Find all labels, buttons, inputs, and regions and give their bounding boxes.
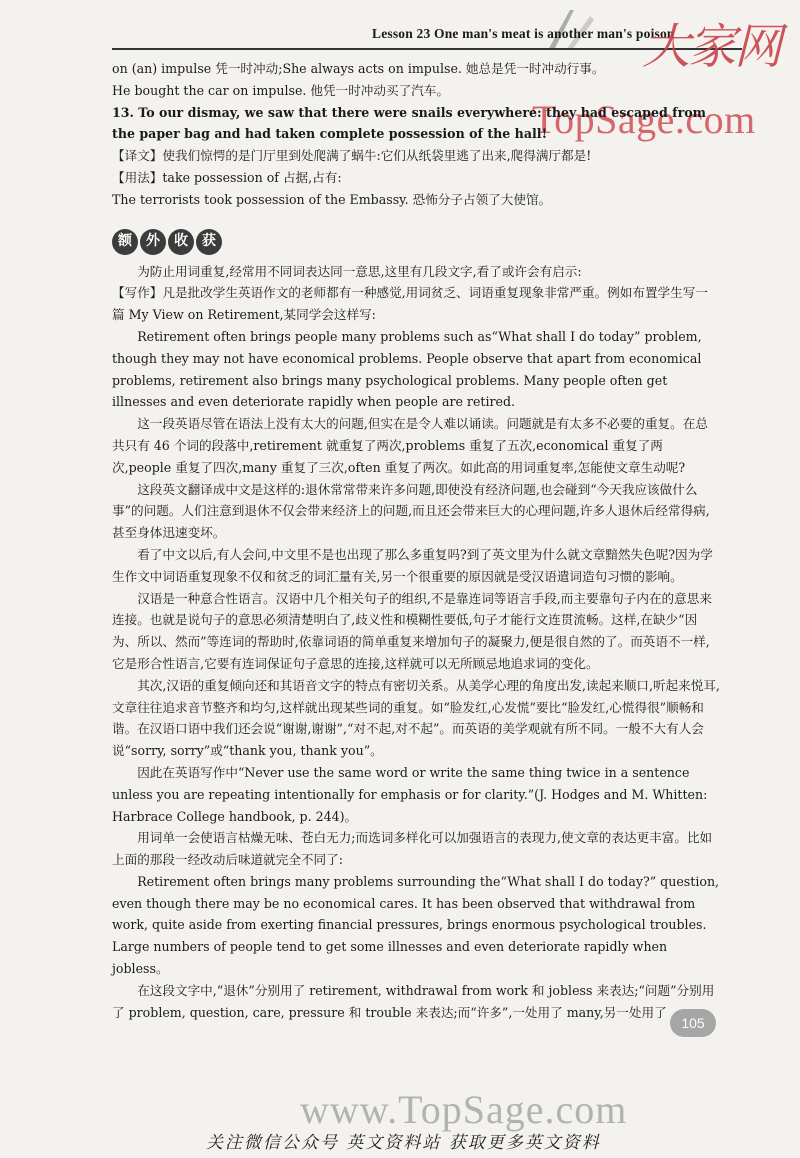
body-paragraph: 用词单一会使语言枯燥无味、苍白无力;而选词多样化可以加强语言的表现力,使文章的表达更丰富。比如上面的那段一经改动后味道就完全不同了:	[112, 830, 713, 868]
paragraph: 【译文】使我们惊愕的是门厅里到处爬满了蜗牛:它们从纸袋里逃了出来,爬得满厅都是!	[112, 148, 592, 164]
body-paragraph: 为防止用词重复,经常用不同词表达同一意思,这里有几段文字,看了或许会有启示:	[137, 263, 582, 279]
body-paragraph: 其次,汉语的重复倾向还和其语音文字的特点有密切关系。从美学心理的角度出发,读起来顺口,听起来悦耳,文章往往追求音节整齐和均匀,这样就出现某些词的重复。如“脸发红,心发慌”要比“脸发红,心慌得很”顺畅和谐。在汉语口语中我们还会说“谢谢,谢谢”,“对不起,对不起”。而英语的美学观就有所不同。一般不大有人会说“sorry, sorry”或“thank you, thank you”。	[112, 677, 720, 759]
badge-char: 收	[168, 229, 194, 255]
page-number: 105	[670, 1009, 716, 1037]
page-content	[112, 58, 720, 1023]
badge-char: 额	[112, 229, 138, 255]
body-paragraph: Retirement often brings people many problems such as“What shall I do today” problem, though they may not have economical problems. People observe that apart from economical problems, retirement also brings many psychological problems. Many people often get illnesses and even deteriorate rapidly when people are retired.	[112, 328, 702, 410]
paragraph: The terrorists took possession of the Embassy. 恐怖分子占领了大使馆。	[112, 191, 552, 207]
body-paragraph: 因此在英语写作中“Never use the same word or write the same thing twice in a sentence unless you are repeating intentionally for emphasis or for clarity.”(J. Hodges and M. Whitten: Harbrace College handbook, p. 244)。	[112, 764, 708, 824]
body-paragraph: 在这段文字中,“退休”分别用了 retirement, withdrawal from work 和 jobless 来表达;“问题”分别用了 problem, question, care, pressure 和 trouble 来表达;而“许多”,一处用了 many,另一处用了	[112, 982, 715, 1020]
body-paragraph: 汉语是一种意合性语言。汉语中几个相关句子的组织,不是靠连词等语言手段,而主要靠句子内在的意思来连接。也就是说句子的意思必须清楚明白了,歧义性和模糊性要低,句子才能行文连贯流畅。这样,在缺少“因为、所以、然而”等连词的帮助时,依靠词语的简单重复来增加句子的凝聚力,便是很自然的了。而英语不一样,它是形合性语言,它要有连词保证句子意思的连接,这样就可以无所顾忌地追求词的变化。	[112, 590, 712, 671]
paragraph: on (an) impulse 凭一时冲动;She always acts on impulse. 她总是凭一时冲动行事。	[112, 61, 605, 76]
logo-chinese: 大家网	[641, 19, 780, 75]
paragraph: He bought the car on impulse. 他凭一时冲动买了汽车。	[112, 82, 449, 98]
body-paragraph: Retirement often brings many problems surrounding the“What shall I do today?” question, even though there may be no economical cares. It has been observed that withdrawal from work, quite aside from exerting financial pressures, brings enormous psychological troubles. Large numbers of people tend to get some illnesses and even deteriorate rapidly when jobless。	[112, 873, 720, 977]
footer-text: 关注微信公众号 英文资料站 获取更多英文资料	[206, 1133, 601, 1153]
badge-char: 获	[196, 229, 222, 255]
lesson-title: Lesson 23 One man's meat is another man's poison	[372, 26, 675, 41]
body-paragraph: 这段英文翻译成中文是这样的:退休常常带来许多问题,即使没有经济问题,也会碰到“今天我应该做什么事”的问题。人们注意到退休不仅会带来经济上的问题,而且还会带来巨大的心理问题,许多人退休后经常得病,甚至身体迅速变坏。	[112, 481, 710, 541]
body-paragraph: 【写作】凡是批改学生英语作文的老师都有一种感觉,用词贫乏、词语重复现象非常严重。例如布置学生写一篇 My View on Retirement,某同学会这样写:	[112, 285, 708, 323]
footer-url: www.TopSage.com	[300, 1087, 628, 1132]
paragraph: 【用法】take possession of 占据,占有:	[112, 169, 342, 185]
body-paragraph: 看了中文以后,有人会问,中文里不是也出现了那么多重复吗?到了英文里为什么就文章黯然失色呢?因为学生作文中词语重复现象不仅和贫乏的词汇量有关,另一个很重要的原因就是受汉语遣词造句习惯的影响。	[112, 546, 713, 584]
logo-english: TopSage.com	[532, 97, 756, 142]
body-paragraph: 这一段英语尽管在语法上没有太大的问题,但实在是令人难以诵读。问题就是有太多不必要的重复。在总共只有 46 个词的段落中,retirement 就重复了两次,problems 重复了五次,economical 重复了两次,people 重复了四次,many 重复了三次,often 重复了两次。如此高的用词重复率,怎能使文章生动呢?	[112, 416, 708, 475]
paragraph-bold: 13. To our dismay, we saw that there were snails everywhere: they had escaped from the paper bag and had taken complete possession of the hall!	[112, 104, 706, 142]
section-badge	[112, 229, 720, 255]
badge-char: 外	[140, 229, 166, 255]
